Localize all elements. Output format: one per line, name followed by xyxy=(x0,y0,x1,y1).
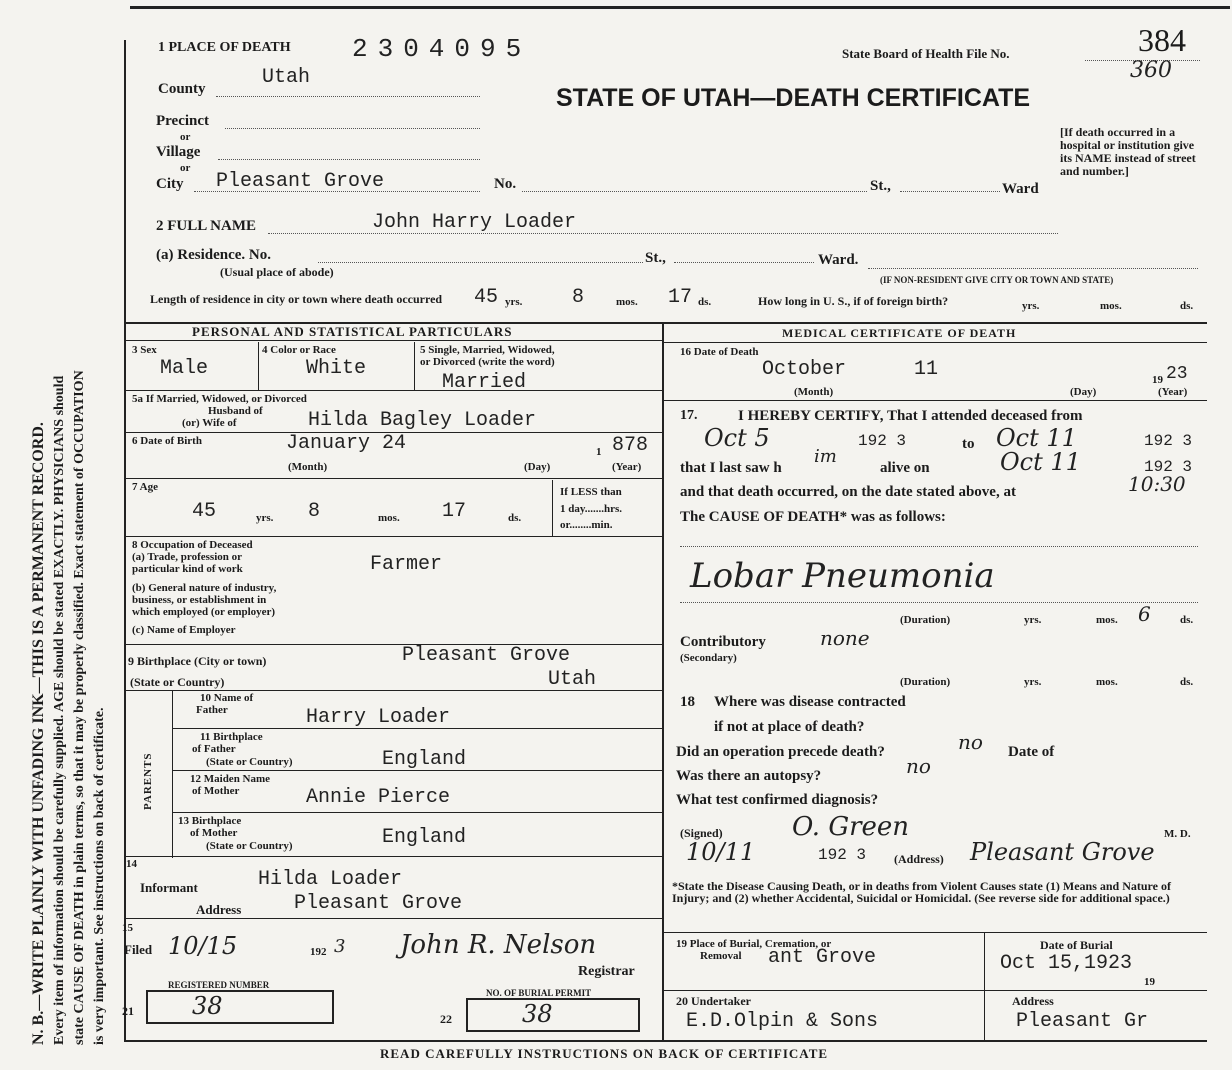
father-birthplace-label-3: (State or Country) xyxy=(206,756,293,768)
full-name-label: 2 FULL NAME xyxy=(156,218,257,234)
operation-date-label: Date of xyxy=(1008,744,1055,760)
dod-label: 16 Date of Death xyxy=(680,346,759,358)
last-saw-date: Oct 11 xyxy=(1000,448,1081,476)
contributory-label: Contributory xyxy=(680,634,766,650)
contributory-value: none xyxy=(820,626,870,650)
informant-address-label: Address xyxy=(196,902,242,917)
residence-days: 17 xyxy=(668,286,693,309)
less-than-label-3: or........min. xyxy=(560,519,613,531)
marital-label-2: or Divorced (write the word) xyxy=(420,356,555,368)
death-occurred-label: and that death occurred, on the date stated above, at xyxy=(680,484,1016,500)
employer-label: (c) Name of Employer xyxy=(132,624,236,636)
registered-number-box xyxy=(146,990,334,1024)
mother-birthplace-label-2: of Mother xyxy=(190,827,238,839)
village-label: Village xyxy=(156,144,201,160)
precinct-label: Precinct xyxy=(156,113,210,129)
registrar-signature: John R. Nelson xyxy=(400,930,597,960)
registered-number: 38 xyxy=(192,992,223,1020)
dod-month: October xyxy=(762,358,847,381)
undertaker-label: 20 Undertaker xyxy=(676,994,751,1008)
undertaker-address: Pleasant Gr xyxy=(1016,1010,1149,1033)
autopsy-value: no xyxy=(906,754,931,778)
burial-date: Oct 15,1923 xyxy=(1000,952,1133,975)
dod-month-label: (Month) xyxy=(794,386,834,398)
registered-number-field: 21 xyxy=(122,1004,134,1018)
sex-value: Male xyxy=(160,357,209,380)
contributory-duration-label: (Duration) xyxy=(900,676,951,688)
us-ds-label: ds. xyxy=(1180,300,1194,312)
contributory-yrs-label: yrs. xyxy=(1024,676,1042,688)
burial-place-label-1: 19 Place of Burial, Cremation, or xyxy=(676,938,832,950)
bottom-border xyxy=(124,1040,1207,1042)
burial-place: ant Grove xyxy=(768,946,877,969)
burial-place-label-2: Removal xyxy=(700,950,742,962)
street-no-label: No. xyxy=(494,176,517,192)
birthplace-city: Pleasant Grove xyxy=(402,644,571,667)
residence-st-label: St., xyxy=(645,250,666,266)
birthplace-state-label: (State or Country) xyxy=(130,675,225,689)
filed-year-prefix: 192 xyxy=(310,946,327,958)
certify-number: 17. xyxy=(680,408,698,423)
us-mos-label: mos. xyxy=(1100,300,1122,312)
signed-date: 10/11 xyxy=(686,838,756,866)
signed-year: 192 3 xyxy=(818,846,867,864)
informant-address: Pleasant Grove xyxy=(294,892,463,915)
city-value: Pleasant Grove xyxy=(216,170,385,193)
attended-to-label: to xyxy=(962,436,975,452)
attended-from: Oct 5 xyxy=(704,424,770,452)
or-label-2: or xyxy=(180,162,191,174)
burial-date-label: Date of Burial xyxy=(1040,938,1113,952)
mother-label-2: of Mother xyxy=(192,785,240,797)
certify-text: I HEREBY CERTIFY, That I attended deceased from xyxy=(738,408,1083,424)
color-label: 4 Color or Race xyxy=(262,344,336,356)
dod-year-prefix: 19 xyxy=(1152,374,1163,386)
ward-label: Ward xyxy=(1002,181,1039,197)
us-yrs-label: yrs. xyxy=(1022,300,1040,312)
usual-abode-label: (Usual place of abode) xyxy=(220,265,334,279)
mother-birthplace: England xyxy=(382,826,467,849)
footer-instructions: READ CAREFULLY INSTRUCTIONS ON BACK OF CERTIFICATE xyxy=(380,1046,829,1061)
cause-value: Lobar Pneumonia xyxy=(690,556,995,596)
personal-heading: PERSONAL AND STATISTICAL PARTICULARS xyxy=(192,324,513,339)
undertaker-address-label: Address xyxy=(1012,994,1054,1008)
dob-year: 878 xyxy=(612,434,649,457)
street-label: St., xyxy=(870,178,891,194)
contributory-mos-label: mos. xyxy=(1096,676,1118,688)
physician-address-label: (Address) xyxy=(894,852,944,866)
dod-year-label: (Year) xyxy=(1158,386,1188,398)
residence-months: 8 xyxy=(572,286,585,309)
contributory-ds-label: ds. xyxy=(1180,676,1194,688)
file-number-alt: 360 xyxy=(1130,58,1172,83)
duration-months: 6 xyxy=(1138,602,1151,626)
left-border xyxy=(124,40,126,1040)
occupation-value: Farmer xyxy=(370,553,443,576)
mother-birthplace-label-3: (State or Country) xyxy=(206,840,293,852)
filed-number: 15 xyxy=(122,922,133,934)
physician-signature: O. Green xyxy=(792,812,910,842)
undertaker-value: E.D.Olpin & Sons xyxy=(686,1010,879,1033)
us-length-label: How long in U. S., if of foreign birth? xyxy=(758,294,949,308)
sex-label: 3 Sex xyxy=(132,344,157,356)
certificate-title: STATE OF UTAH—DEATH CERTIFICATE xyxy=(556,84,1031,112)
physician-address: Pleasant Grove xyxy=(970,838,1155,866)
cause-duration-label: (Duration) xyxy=(900,614,951,626)
dod-day-label: (Day) xyxy=(1070,386,1097,398)
dob-year-prefix: 1 xyxy=(596,446,602,458)
registered-number-label: REGISTERED NUMBER xyxy=(168,980,270,990)
less-than-label-1: If LESS than xyxy=(560,486,622,498)
age-years: 45 xyxy=(192,500,217,523)
cause-label: The CAUSE OF DEATH* was as follows: xyxy=(680,509,946,525)
burial-permit-label: NO. OF BURIAL PERMIT xyxy=(486,988,592,998)
mother-birthplace-label-1: 13 Birthplace xyxy=(178,815,242,827)
side-note-3: state CAUSE OF DEATH in plain terms, so that it may be properly classified. Exact statement of OCCUPATION xyxy=(72,370,87,1045)
medical-heading: MEDICAL CERTIFICATE OF DEATH xyxy=(782,326,1017,340)
file-number: 384 xyxy=(1138,22,1186,58)
file-no-label: State Board of Health File No. xyxy=(842,46,1010,61)
last-saw-year: 192 3 xyxy=(1144,458,1193,476)
alive-on-label: alive on xyxy=(880,460,930,476)
county-label: County xyxy=(158,81,206,97)
attended-to: Oct 11 xyxy=(996,424,1077,452)
cause-ds-label: ds. xyxy=(1180,614,1194,626)
residence-ds-label: ds. xyxy=(698,296,712,308)
mother-value: Annie Pierce xyxy=(306,786,451,809)
top-border xyxy=(130,6,1230,9)
side-note-4: is very important. See instructions on back of certificate. xyxy=(92,707,107,1045)
occupation-b-2: business, or establishment in xyxy=(132,594,267,606)
place-of-death-label: 1 PLACE OF DEATH xyxy=(158,40,291,55)
burial-permit-field: 22 xyxy=(440,1012,452,1026)
cause-mos-label: mos. xyxy=(1096,614,1118,626)
signed-label: (Signed) xyxy=(680,826,723,840)
father-birthplace-label-2: of Father xyxy=(192,743,236,755)
color-value: White xyxy=(306,357,367,380)
full-name-value: John Harry Loader xyxy=(372,211,577,234)
less-than-label-2: 1 day.......hrs. xyxy=(560,503,623,515)
residence-yrs-label: yrs. xyxy=(505,296,523,308)
occupation-b-3: which employed (or employer) xyxy=(132,606,276,618)
marital-label-1: 5 Single, Married, Widowed, xyxy=(420,344,555,356)
age-ds-label: ds. xyxy=(508,512,522,524)
filed-label: Filed xyxy=(124,942,153,957)
spouse-label-3: (or) Wife of xyxy=(182,417,237,429)
q18-number: 18 xyxy=(680,694,695,710)
age-months: 8 xyxy=(308,500,321,523)
side-note-2: Every item of information should be carefully supplied. AGE should be stated EXACTLY. PHYSICIANS should xyxy=(52,375,67,1045)
dob-month-day: January 24 xyxy=(286,432,407,455)
occupation-a-1: (a) Trade, profession or xyxy=(132,551,242,563)
certificate-number: 2304095 xyxy=(352,34,532,64)
age-mos-label: mos. xyxy=(378,512,400,524)
operation-label: Did an operation precede death? xyxy=(676,744,885,760)
side-note-1: N. B.—WRITE PLAINLY WITH UNFADING INK—THIS IS A PERMANENT RECORD. xyxy=(30,422,47,1045)
residence-mos-label: mos. xyxy=(616,296,638,308)
attended-to-year: 192 3 xyxy=(1144,432,1193,450)
informant-value: Hilda Loader xyxy=(258,868,403,891)
length-residence-label: Length of residence in city or town where death occurred xyxy=(150,292,443,306)
dob-label: 6 Date of Birth xyxy=(132,435,202,447)
md-label: M. D. xyxy=(1164,828,1191,840)
cause-footnote: *State the Disease Causing Death, or in deaths from Violent Causes state (1) Means and Nature of Injury; and (2) whether Accidental, Suicidal or Homicidal. (See reverse side for additional space.) xyxy=(672,879,1171,905)
dob-month-label: (Month) xyxy=(288,461,328,473)
residence-ward-label: Ward. xyxy=(818,252,859,268)
city-label: City xyxy=(156,176,184,192)
hospital-note: [If death occurred in a hospital or institution give its NAME instead of street and number.] xyxy=(1060,125,1196,178)
dod-day: 11 xyxy=(914,358,939,381)
cause-yrs-label: yrs. xyxy=(1024,614,1042,626)
last-saw-pronoun: im xyxy=(814,446,837,467)
parents-label: PARENTS xyxy=(142,752,154,810)
birthplace-label: 9 Birthplace (City or town) xyxy=(128,654,267,668)
last-saw-label: that I last saw h xyxy=(680,460,782,476)
burial-permit-box xyxy=(466,998,640,1032)
nonresident-label: (IF NON-RESIDENT GIVE CITY OR TOWN AND STATE) xyxy=(880,275,1114,285)
informant-number: 14 xyxy=(126,858,137,870)
q18-line-2: if not at place of death? xyxy=(714,719,865,735)
father-birthplace-label-1: 11 Birthplace xyxy=(200,731,263,743)
autopsy-label: Was there an autopsy? xyxy=(676,768,822,784)
residence-label: (a) Residence. No. xyxy=(156,247,271,263)
marital-value: Married xyxy=(442,371,527,394)
dob-year-label: (Year) xyxy=(612,461,642,473)
dod-year: 23 xyxy=(1166,364,1188,384)
test-label: What test confirmed diagnosis? xyxy=(676,792,879,808)
father-birthplace: England xyxy=(382,748,467,771)
occupation-b-1: (b) General nature of industry, xyxy=(132,582,277,594)
age-yrs-label: yrs. xyxy=(256,512,274,524)
county-value: Utah xyxy=(262,66,311,89)
occupation-a-2: particular kind of work xyxy=(132,563,243,575)
informant-label: Informant xyxy=(140,880,198,895)
birthplace-state: Utah xyxy=(548,668,597,691)
operation-value: no xyxy=(958,730,983,754)
spouse-label-2: Husband of xyxy=(208,405,263,417)
spouse-label-1: 5a If Married, Widowed, or Divorced xyxy=(132,393,307,405)
age-days: 17 xyxy=(442,500,467,523)
father-label-2: Father xyxy=(196,704,228,716)
attended-from-year: 192 3 xyxy=(858,432,907,450)
occupation-label: 8 Occupation of Deceased xyxy=(132,539,253,551)
spouse-value: Hilda Bagley Loader xyxy=(308,409,537,432)
father-label-1: 10 Name of xyxy=(200,692,254,704)
burial-year-suffix: 19 xyxy=(1144,976,1155,988)
or-label-1: or xyxy=(180,131,191,143)
dob-day-label: (Day) xyxy=(524,461,551,473)
filed-date: 10/15 xyxy=(168,932,238,960)
filed-year: 3 xyxy=(334,936,346,957)
secondary-label: (Secondary) xyxy=(680,652,737,664)
father-value: Harry Loader xyxy=(306,706,451,729)
q18-line-1: Where was disease contracted xyxy=(714,694,906,710)
registrar-label: Registrar xyxy=(578,964,635,979)
burial-permit-number: 38 xyxy=(522,1000,553,1028)
mother-label-1: 12 Maiden Name xyxy=(190,773,271,785)
residence-years: 45 xyxy=(474,286,499,309)
death-time: 10:30 xyxy=(1128,472,1186,496)
age-label: 7 Age xyxy=(132,481,158,493)
